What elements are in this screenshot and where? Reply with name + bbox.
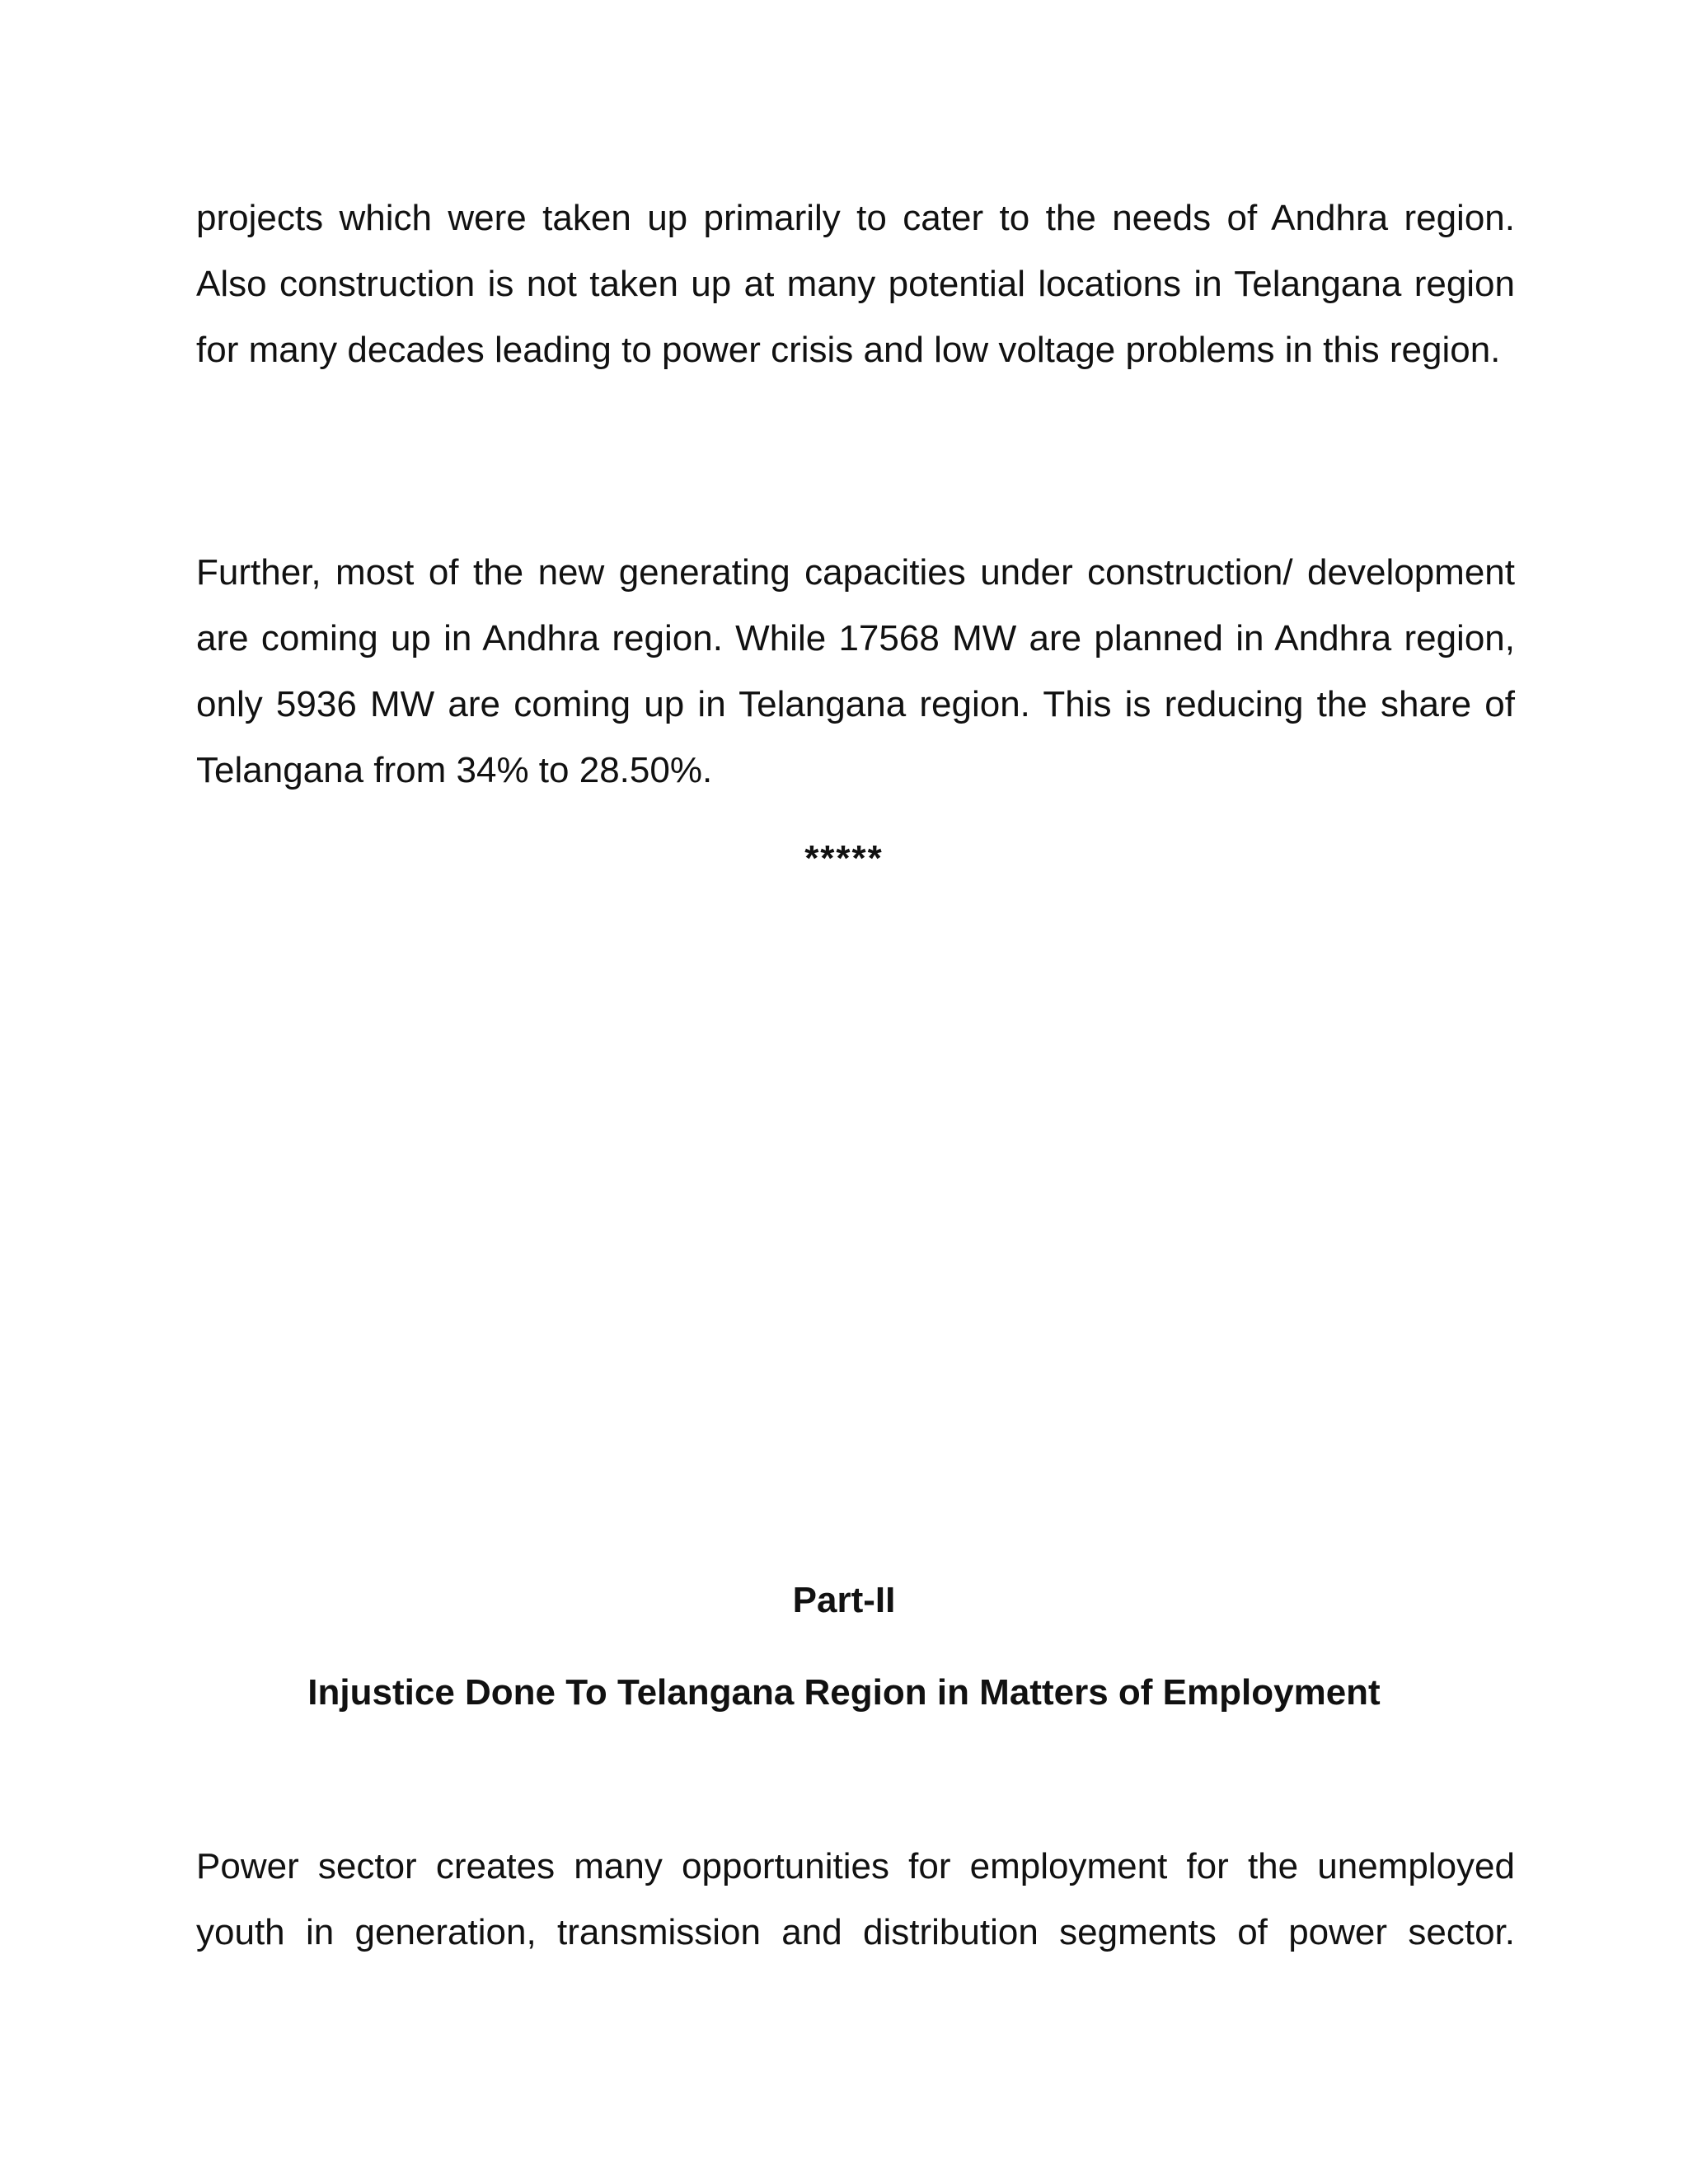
body-paragraph: Power sector creates many opportunities for employment for the unemployed youth in generation, transmission and distribution segments of power sector.: [196, 1846, 1515, 1952]
section-separator: *****: [804, 838, 884, 879]
body-paragraph: projects which were taken up primarily to cater to the needs of Andhra region. Also construction is not taken up at many potential locations in Telangana region for many decades leading to power crisis and low voltage problems in this region.: [196, 198, 1515, 370]
section-title: Injustice Done To Telangana Region in Matters of Employment: [307, 1672, 1381, 1713]
body-paragraph: Further, most of the new generating capacities under construction/ development are coming up in Andhra region. While 17568 MW are planned in Andhra region, only 5936 MW are coming up in Telangana region. This is reducing the share of Telangana from 34% to 28.50%.: [196, 552, 1515, 790]
part-heading: Part-II: [792, 1580, 896, 1620]
